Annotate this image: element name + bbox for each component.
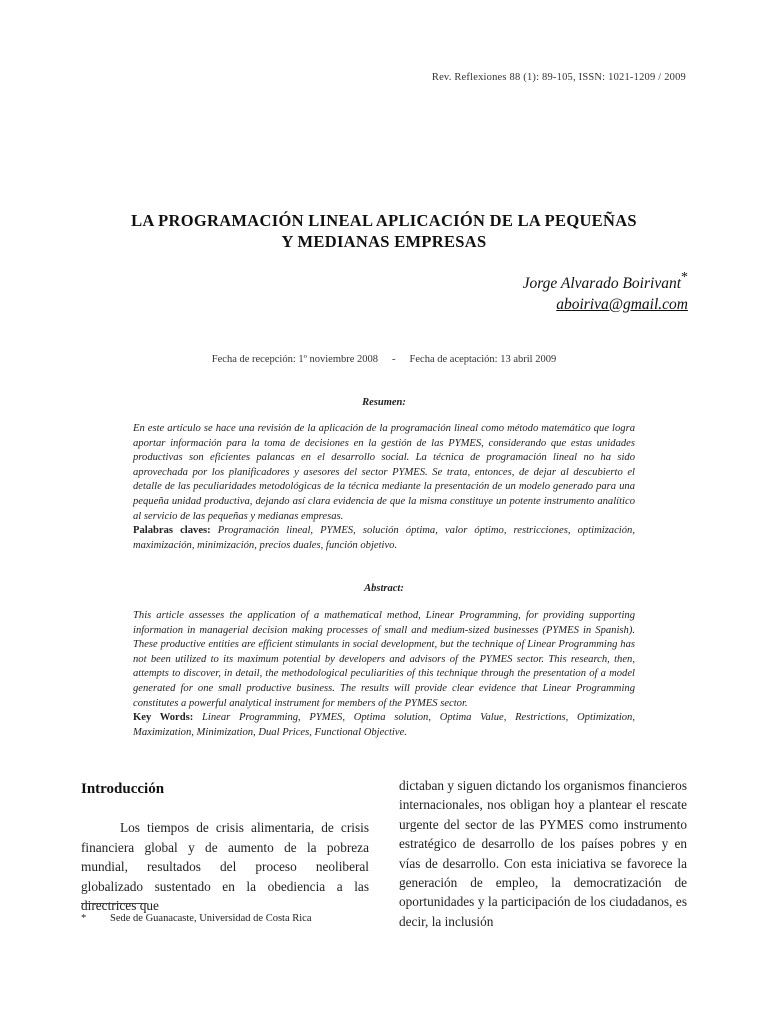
resumen-heading: Resumen: — [362, 397, 406, 408]
left-column-paragraph: Los tiempos de crisis alimentaria, de crisis financiera global y de aumento de la pobreza mundial, resultados del proceso neoliberal globalizado sustentado en la obediencia a las directrices que — [81, 820, 369, 914]
footnote-mark: * — [81, 913, 87, 924]
abstract-text: This article assesses the application of a mathematical method, Linear Programming, for providing supporting information in managerial decision making processes of small and medium-sized businesses (PYMES in Spanish). These productive entities are efficient stimulants in social development, but the technique of Linear Programming has not been utilized to its maximum potential by developers and advisors of the PYMES sector. This research, then, attempts to discover, in detail, the methodological peculiarities of this technique through the presentation of a model generated for one small productive business. The results will provide clear evidence that Linear Programming constitutes a powerful analytical instrument for members of the PYMES sector. — [133, 610, 635, 709]
abstract-keywords-text: Linear Programming, PYMES, Optima solution, Optima Value, Restrictions, Optimization, Maximization, Minimization, Dual Prices, Functional Objective. — [133, 712, 636, 738]
left-column — [81, 776, 369, 915]
author-block — [522, 270, 688, 315]
received-date: Fecha de recepción: 1º noviembre 2008 — [211, 354, 379, 365]
journal-reference: Rev. Reflexiones 88 (1): 89-105, ISSN: 1021-1209 / 2009 — [431, 72, 686, 83]
resumen-text: En este artículo se hace una revisión de la aplicación de la programación lineal como método matemático que logra aportar información para la toma de decisiones en la gestión de las PYMES, considerando que estas unidades productivas son eficientes palancas en el desarrollo social. La técnica de programación lineal no ha sido aprovechada por los planificadores y asesores del sector PYMES. Se trata, entonces, de dejar al descubierto el detalle de las peculiaridades metodológicas de la técnica mediante la presentación de un modelo generado para una pequeña unidad productiva, dejando así clara evidencia de que la misma constituye un potente instrumento analítico al servicio de las pequeñas y medianas empresas. — [133, 423, 635, 522]
article-title-line-1: LA PROGRAMACIÓN LINEAL APLICACIÓN DE LA PEQUEÑAS — [131, 211, 637, 230]
author-footnote-mark: * — [681, 270, 688, 285]
dates-separator: - — [392, 354, 396, 365]
abstract-keywords — [133, 711, 635, 740]
footnote-divider — [81, 903, 147, 904]
resumen-keywords-label: Palabras claves: — [133, 525, 211, 537]
footnote — [81, 913, 311, 924]
resumen-keywords-text: Programación lineal, PYMES, solución óptima, valor óptimo, restricciones, optimización, maximización, minimización, precios duales, función objetivo. — [133, 525, 635, 551]
section-heading-introduccion: Introducción — [81, 781, 165, 797]
dates-line — [80, 354, 688, 365]
resumen-keywords — [133, 524, 635, 553]
right-column — [399, 776, 687, 931]
footnote-text: Sede de Guanacaste, Universidad de Costa Rica — [110, 913, 312, 924]
author-name — [522, 270, 688, 294]
article-title-line-2: Y MEDIANAS EMPRESAS — [281, 232, 487, 251]
right-column-paragraph: dictaban y siguen dictando los organismos financieros internacionales, nos obligan hoy a plantear el rescate urgente del sector de las PYMES como instrumento estratégico de desarrollo de los países pobres y en vías de desarrollo. Con esta iniciativa se favorece la generación de empleo, la democratización de oportunidades y la participación de los ciudadanos, es decir, la inclusión — [399, 778, 687, 929]
author-name-text: Jorge Alvarado Boirivant — [522, 275, 681, 292]
accepted-date: Fecha de aceptación: 13 abril 2009 — [409, 354, 557, 365]
abstract-heading: Abstract: — [364, 583, 404, 594]
abstract-body — [133, 609, 635, 740]
author-email-link[interactable]: aboiriva@gmail.com — [556, 296, 688, 313]
article-title — [80, 210, 688, 252]
abstract-keywords-label: Key Words: — [133, 712, 194, 724]
resumen-body — [133, 422, 635, 553]
